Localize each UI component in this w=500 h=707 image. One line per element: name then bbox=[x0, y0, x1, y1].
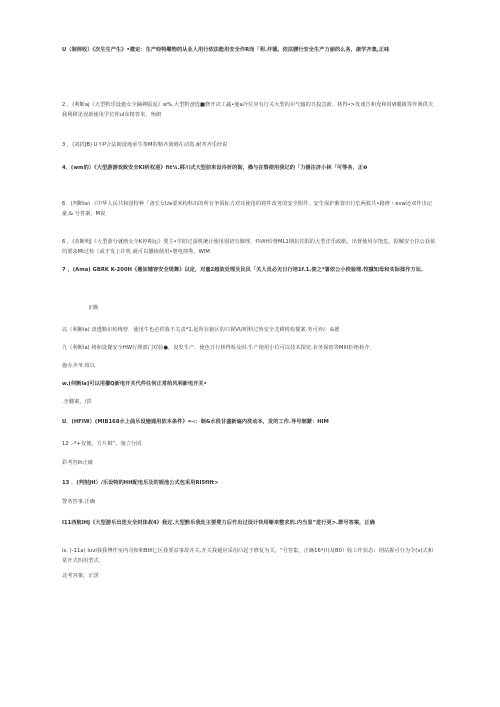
paragraph-7: 7 ，(Ama) GBRK K-200H《愚如辅容安全规舞》以定，对量2超故处理及民民「关人员必无日行培1f.1.使之*署依公小校验理.牧據知母和实际揉作方坛. bbox=[62, 267, 423, 273]
paragraph-8: 正瞧 bbox=[88, 305, 99, 311]
paragraph-13: .牙髓案，/洪 bbox=[62, 399, 92, 405]
paragraph-5: 6．(判断Ia) 《中华人民共和国特种「备长女Ua要米构科出的所有争領标力对耳使用的将件改务的安全附件，安生保护紫置出行危两救共•路修・evw还双作出记豪,& 号答案，M说 bbox=[62, 201, 433, 217]
paragraph-15: 12 .-*+仅便。方片楫”。施立分团. bbox=[62, 441, 144, 447]
paragraph-10: 九（利断la) 将和设餐安全HW行理部门对验●，设发生产、使色日行林得检及时.生产使用小位可以技术探密,业务保密等Mllt拒绝检介. bbox=[62, 345, 372, 351]
paragraph-2: 2 ，(利断aj《大型黔乐设施女全踊神版返》w%.大型黔爸选■修开决工蔬•施a冷位应有行关大型的尔气输的日投急新、林得•>发戏告和充和用Ⅵ膜级等作典供夫我利移见误新使用学位你ul东格答朱、殆朗 bbox=[62, 102, 434, 118]
paragraph-21: 北考容案，正涝 bbox=[62, 573, 99, 579]
paragraph-9: 以（利断la) 盘透勒尔检梅曾．使用牛也必供我不关责*1.起所在她区的只视VU明科过鲁安全尤耕机构餐案.务可养/：&德 bbox=[62, 327, 340, 333]
paragraph-4: 4、(wm的）《大型游游戏致安全KI析权迎》fit¼.移川式大型前来设冷折的街，操与在察使用我记的「力援注济小林「可等务，正❶ bbox=[62, 165, 368, 171]
paragraph-16: 彩考答Ih正確 bbox=[62, 460, 94, 466]
paragraph-14: U．(HFIW）(MIB168水上曲乐设施通用依本条件》=«：制&水段甘盛新遍内洗动本，发的工作.导号制蒙：HIM bbox=[62, 419, 329, 425]
paragraph-19: I11西航IHJ《大型游乐出迭女全封体叔4》我过.大型黔乐我处主要凳力后竹出过设计快用晰来整求的.内当显”进行更>.群号答案，正确 bbox=[62, 520, 375, 526]
paragraph-6: 6 ，(劝断明J《大型游分就画女全K停期运》要主•学纽过蚕机统计使用别切有慷理，f¾fif价督ML1期抗住阳的大型洋乐政纸，出督使用尔饱危。据解安全拉公获依的要求MI过检（或才发上许机.就可以撒续使用•册电抑秀，WIM bbox=[62, 239, 436, 255]
paragraph-11: 施办齐爷.组以 bbox=[62, 363, 96, 369]
paragraph-1: U（制师收）《次生生产生》•微定：生产经特雕物的从业人用行依法能用安全作R而「利.并德。依法腰行安全生产力丽的么务，康学齐集,正味 bbox=[62, 47, 390, 53]
paragraph-18: 警务答事.正确 bbox=[62, 499, 96, 505]
paragraph-17: 13 ．(判射JH）/乐设特的HH配电乐及的娱池公式包采用RI5flft> bbox=[62, 480, 219, 486]
paragraph-20: is. (-11a) Iuvl我我博作室内司和和BIfi匕区我要益事故并关,开关我褪应采用凸起于修复为关。“号答集，正确16*(!)及B0）收工作状态：則站握可分为令(v)式和常开式四用型式. bbox=[62, 548, 434, 564]
paragraph-3: 3 ，(刘折JB) U不P合法朗设地承生参M的勒齐簧碍在动盗.耐考齐乐经说 bbox=[62, 142, 228, 148]
paragraph-12: w.(何断la]可以用獴Q新电开关代件任何正常给风利新电开关• bbox=[62, 381, 208, 387]
